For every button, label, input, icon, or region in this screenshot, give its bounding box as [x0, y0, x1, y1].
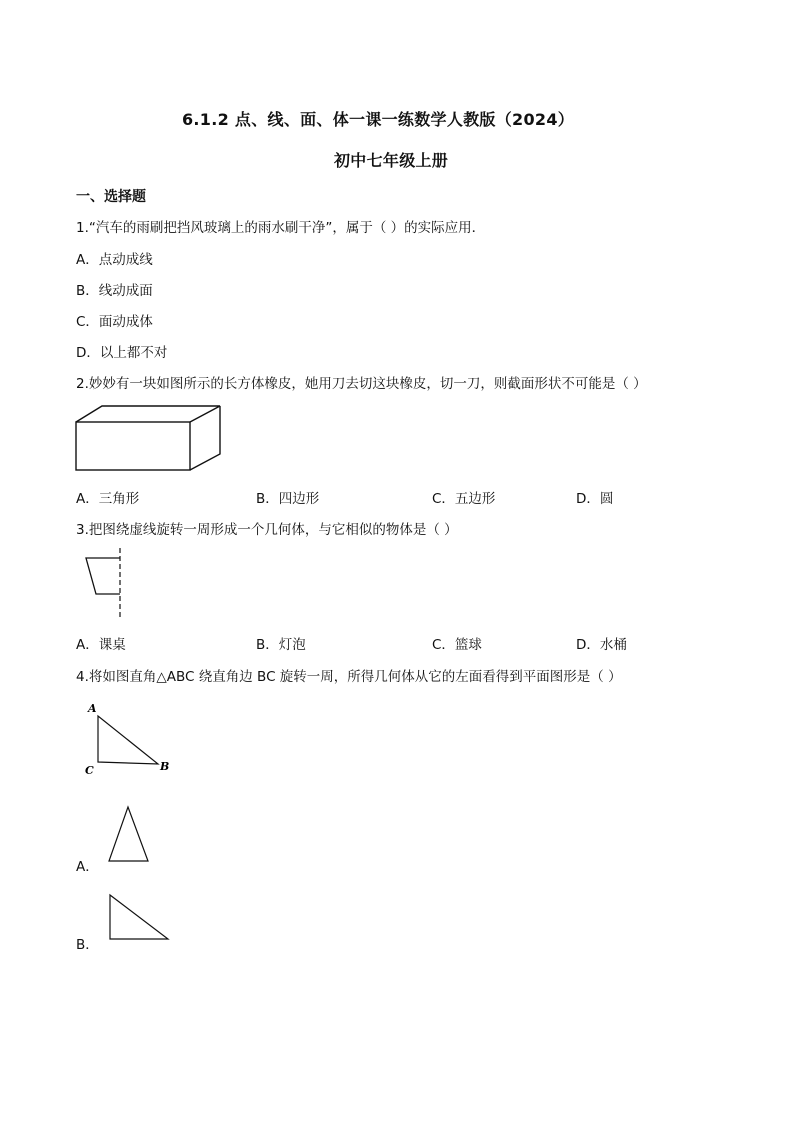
q1-option-b: B．线动成面 [76, 283, 153, 299]
option-b-right-triangle [104, 891, 174, 943]
vertex-label-a: A [88, 702, 97, 715]
q2-option-d: D．圆 [576, 491, 614, 507]
section-heading: 一、选择题 [76, 189, 146, 205]
q2-option-a: A．三角形 [76, 491, 140, 507]
q2-option-c: C．五边形 [432, 491, 496, 507]
question-3 [76, 518, 458, 538]
question-4-text: 将如图直角△ABC 绕直角边 BC 旋转一周，所得几何体从它的左面看得到平面图形是（ ） [88, 669, 622, 685]
document-title: 6.1.2 点、线、面、体一课一练数学人教版（2024） [182, 110, 575, 129]
vertex-label-b: B [160, 760, 170, 773]
q3-option-a: A．课桌 [76, 637, 126, 653]
question-3-text: 把图绕虚线旋转一周形成一个几何体，与它相似的物体是（ ） [88, 522, 458, 538]
question-2-number: 2. [76, 376, 89, 392]
q3-option-b: B．灯泡 [256, 637, 306, 653]
document-subtitle: 初中七年级上册 [334, 151, 449, 170]
cuboid-figure [70, 400, 230, 476]
question-1-text: “汽车的雨刷把挡风玻璃上的雨水刷干净”，属于（ ）的实际应用． [88, 220, 486, 236]
q1-option-d: D．以上都不对 [76, 345, 168, 361]
q3-option-c: C．篮球 [432, 637, 482, 653]
cuboid-side-face [190, 406, 220, 470]
q4-option-b: B． [76, 937, 99, 953]
option-a-isosceles-triangle [104, 804, 154, 864]
q2-option-b: B．四边形 [256, 491, 320, 507]
q4-option-a: A． [76, 859, 99, 875]
rotation-trapezoid-figure [80, 548, 130, 622]
trapezoid-shape [86, 558, 120, 594]
right-triangle-abc-figure [82, 700, 178, 782]
vertex-label-c: C [85, 764, 94, 777]
triangle-abc [98, 716, 158, 764]
q1-option-a: A．点动成线 [76, 252, 153, 268]
question-4-number: 4. [76, 669, 89, 685]
question-3-number: 3. [76, 522, 89, 538]
question-2-text: 妙妙有一块如图所示的长方体橡皮，她用刀去切这块橡皮，切一刀，则截面形状不可能是（ ） [88, 376, 647, 392]
question-4 [76, 665, 622, 685]
q1-option-c: C．面动成体 [76, 314, 153, 330]
cuboid-front-face [76, 422, 190, 470]
cuboid-top-face [76, 406, 220, 422]
q3-option-d: D．水桶 [576, 637, 627, 653]
question-1-number: 1. [76, 220, 89, 236]
question-1 [76, 216, 485, 236]
question-2 [76, 372, 647, 392]
